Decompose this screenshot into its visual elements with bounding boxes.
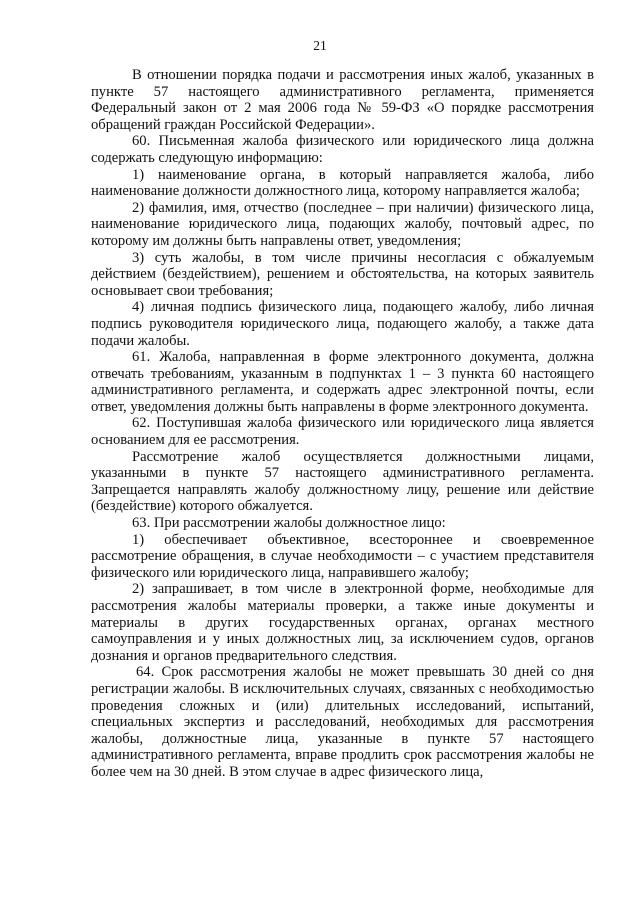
list-item-60-3: 3) суть жалобы, в том числе причины несогласия с обжалуемым действием (бездействием), решением и обстоятельства, на которых заявитель основывает свои требования; xyxy=(91,249,594,299)
list-item-60-4: 4) личная подпись физического лица, подающего жалобу, либо личная подпись руководителя юридического лица, подающего жалобу, а также дата подачи жалобы. xyxy=(91,299,594,349)
paragraph-62: 62. Поступившая жалоба физического или юридического лица является основанием для ее рассмотрения. xyxy=(91,415,594,449)
list-item-63-1: 1) обеспечивает объективное, всестороннее и своевременное рассмотрение обращения, в случае необходимости – с участием представителя физического или юридического лица, направившего жалобу; xyxy=(91,531,594,581)
list-item-60-1: 1) наименование органа, в который направляется жалоба, либо наименование должности должностного лица, которому направляется жалоба; xyxy=(91,166,594,200)
paragraph-64: 64. Срок рассмотрения жалобы не может превышать 30 дней со дня регистрации жалобы. В исключительных случаях, связанных с необходимостью проведения сложных и (или) длительных исследований, испытаний, специальных экспертиз и расследований, необходимых для рассмотрения жалобы, должностные лица, указанные в пункте 57 настоящего административного регламента, вправе продлить срок рассмотрения жалобы не более чем на 30 дней. В этом случае в адрес физического лица, xyxy=(91,664,594,780)
page-number: 21 xyxy=(313,38,327,53)
list-item-63-2: 2) запрашивает, в том числе в электронной форме, необходимые для рассмотрения жалобы материалы проверки, а также иные документы и материалы в других государственных органах, органах местного самоуправления и у иных должностных лиц, за исключением судов, органов дознания и органов предварительного следствия. xyxy=(91,581,594,664)
document-body xyxy=(91,67,594,781)
paragraph-other-complaints: В отношении порядка подачи и рассмотрения иных жалоб, указанных в пункте 57 настоящего административного регламента, применяется Федеральный закон от 2 мая 2006 года № 59-ФЗ «О порядке рассмотрения обращений граждан Российской Федерации». xyxy=(91,67,594,133)
paragraph-60-header: 60. Письменная жалоба физического или юридического лица должна содержать следующую информацию: xyxy=(91,133,594,166)
paragraph-63-header: 63. При рассмотрении жалобы должностное лицо: xyxy=(132,515,446,532)
list-item-60-2: 2) фамилия, имя, отчество (последнее – при наличии) физического лица, наименование юридического лица, подающих жалобу, почтовый адрес, по которому им должны быть направлены ответ, уведомления; xyxy=(91,199,594,249)
paragraph-61: 61. Жалоба, направленная в форме электронного документа, должна отвечать требованиям, указанным в подпунктах 1 – 3 пункта 60 настоящего административного регламента, и содержать адрес электронной почты, если ответ, уведомления должны быть направлены в форме электронного документа. xyxy=(91,349,594,415)
paragraph-62-review: Рассмотрение жалоб осуществляется должностными лицами, указанными в пункте 57 настоящего административного регламента. Запрещается направлять жалобу должностному лицу, решение или действие (бездействие) которого обжалуется. xyxy=(91,448,594,515)
